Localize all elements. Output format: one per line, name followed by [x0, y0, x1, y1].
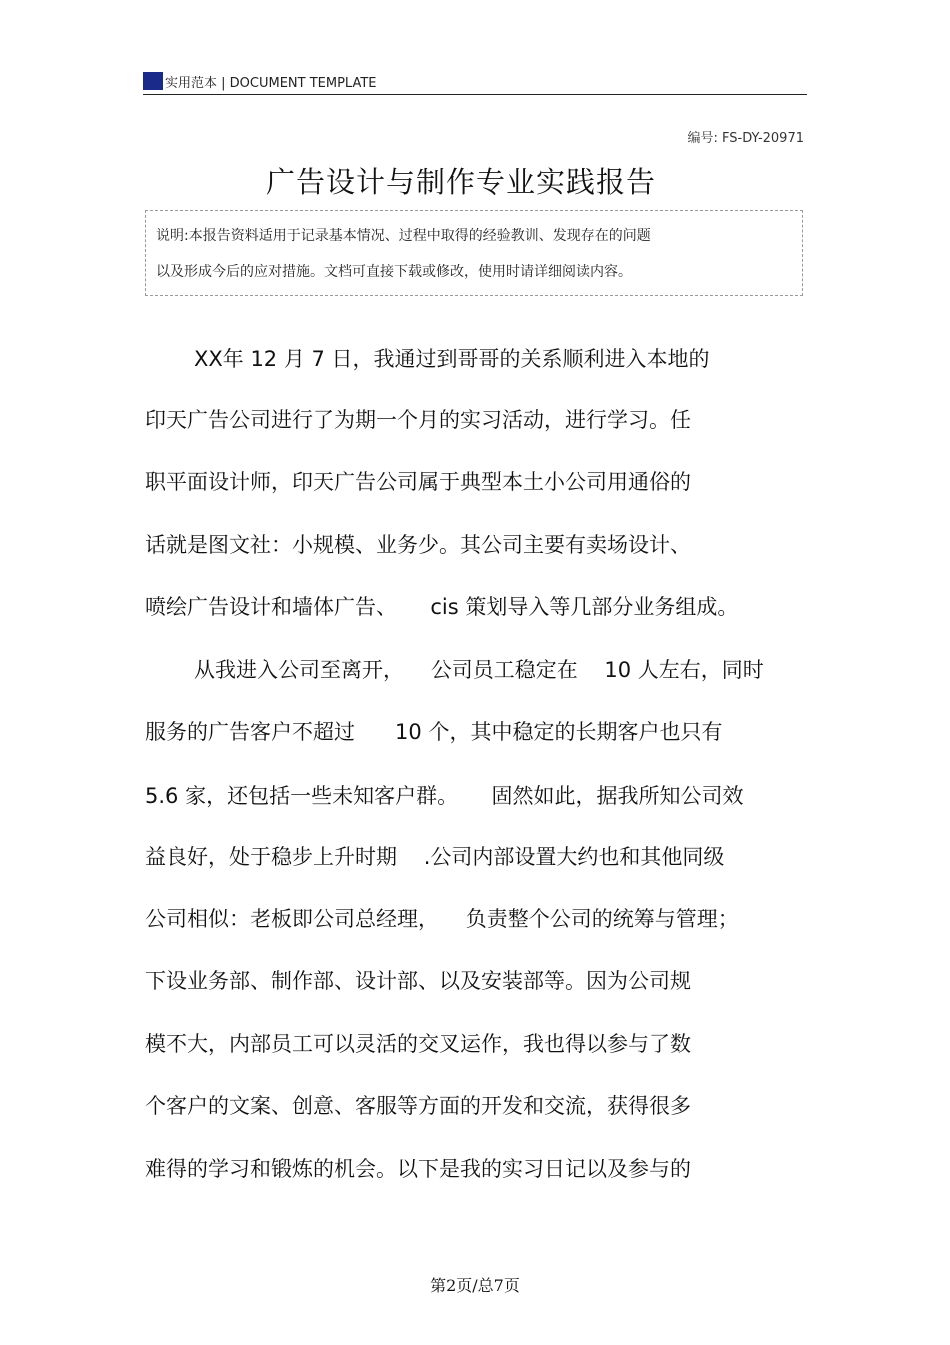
body-line: 职平面设计师，印天广告公司属于典型本土小公司用通俗的 — [145, 470, 691, 494]
document-number: 编号: FS-DY-20971 — [687, 131, 804, 146]
document-header — [143, 68, 807, 95]
body-line: 话就是图文社：小规模、业务少。其公司主要有卖场设计、 — [145, 533, 691, 557]
body-line: 印天广告公司进行了为期一个月的实习活动，进行学习。任 — [145, 408, 691, 432]
body-line: 难得的学习和锻炼的机会。以下是我的实习日记以及参与的 — [145, 1157, 691, 1181]
body-line: 从我进入公司至离开， 公司员工稳定在 10 人左右，同时 — [194, 658, 764, 682]
body-line: 公司相似：老板即公司总经理， 负责整个公司的统筹与管理； — [145, 907, 739, 931]
body-line: 服务的广告客户不超过 10 个，其中稳定的长期客户也只有 — [145, 720, 723, 744]
header-logo-square — [143, 72, 163, 90]
body-line: 喷绘广告设计和墙体广告、 cis 策划导入等几部分业务组成。 — [145, 595, 739, 619]
body-line: 个客户的文案、创意、客服等方面的开发和交流，获得很多 — [145, 1094, 691, 1118]
body-line: 下设业务部、制作部、设计部、以及安装部等。因为公司规 — [145, 969, 691, 993]
description-line-2: 以及形成今后的应对措施。文档可直接下载或修改，使用时请详细阅读内容。 — [156, 264, 632, 280]
body-line: 益良好，处于稳步上升时期 .公司内部设置大约也和其他同级 — [145, 845, 725, 869]
page-title: 广告设计与制作专业实践报告 — [265, 165, 656, 199]
header-text: 实用范本 | DOCUMENT TEMPLATE — [165, 76, 377, 91]
body-line: XX年 12 月 7 日，我通过到哥哥的关系顺利进入本地的 — [194, 347, 710, 371]
body-line: 模不大，内部员工可以灵活的交叉运作，我也得以参与了数 — [145, 1032, 691, 1056]
description-line-1: 说明:本报告资料适用于记录基本情况、过程中取得的经验教训、发现存在的问题 — [156, 228, 651, 244]
page-footer: 第2页/总7页 — [430, 1276, 520, 1295]
body-line: 5.6 家，还包括一些未知客户群。 固然如此，据我所知公司效 — [145, 784, 744, 808]
description-box — [145, 210, 803, 296]
